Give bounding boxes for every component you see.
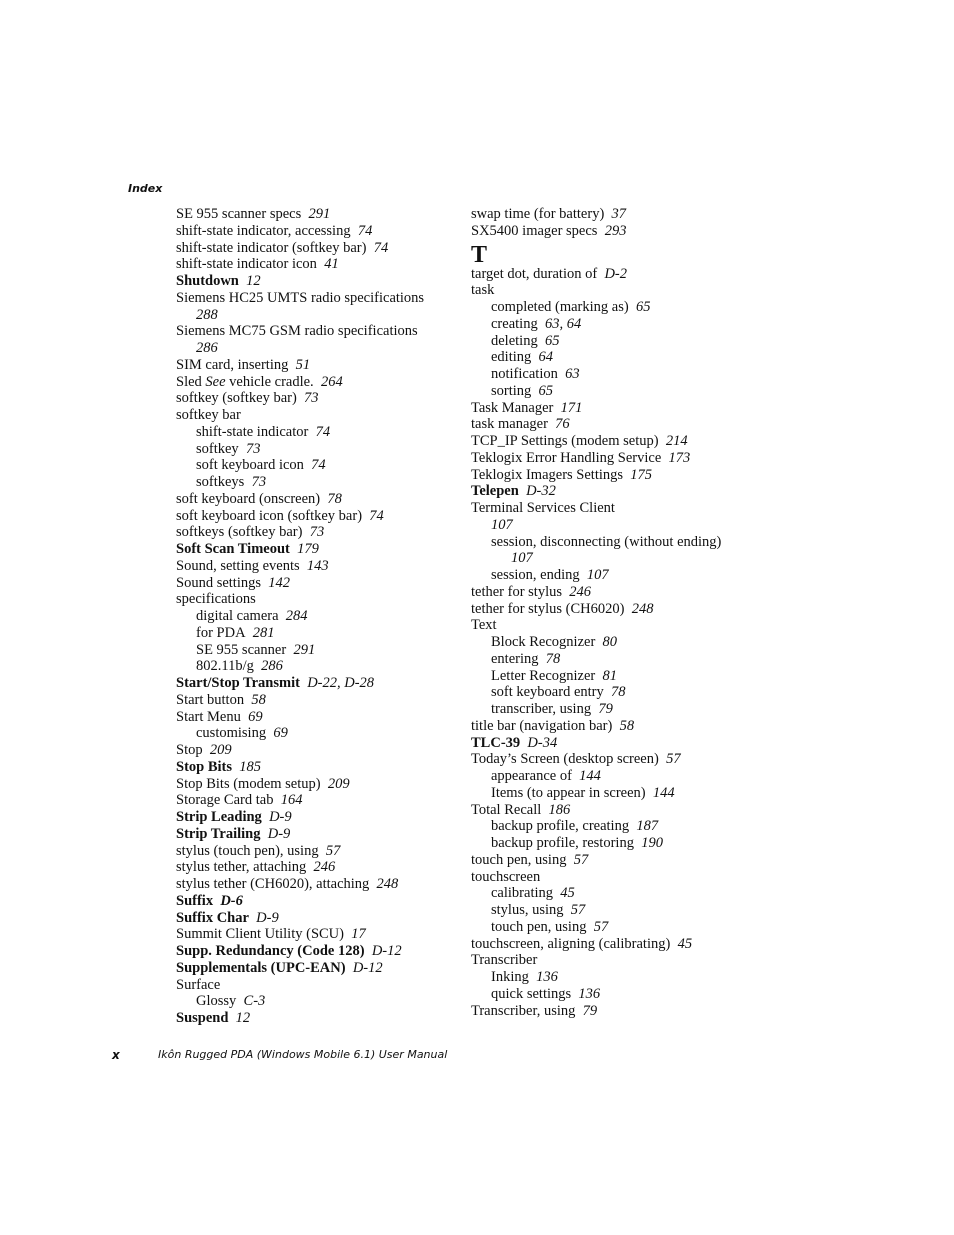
index-term: Summit Client Utility (SCU): [176, 926, 344, 943]
index-page-ref: 58: [251, 691, 266, 708]
index-term: Suspend: [176, 1010, 229, 1026]
index-term: tether for stylus: [471, 583, 563, 600]
index-page-ref: D-6: [220, 892, 243, 909]
index-term: Total Recall: [471, 801, 542, 818]
index-entry: [471, 718, 733, 735]
index-entry: [176, 843, 438, 860]
index-term: soft keyboard entry: [491, 684, 604, 701]
index-page-ref: D-12: [352, 959, 383, 976]
index-term: SE 955 scanner: [196, 641, 287, 658]
index-entry: [176, 977, 438, 994]
index-page-ref: 286: [261, 658, 283, 675]
running-header: Index: [128, 182, 163, 195]
index-term: notification: [491, 366, 558, 382]
index-subentry: [471, 534, 733, 568]
index-term: Storage Card tab: [176, 792, 274, 809]
index-page-ref: 286: [196, 340, 218, 356]
index-subentry: [471, 634, 733, 651]
index-term: Sound, setting events: [176, 557, 300, 574]
index-subentry: [176, 658, 438, 675]
index-page-ref: 73: [251, 474, 267, 490]
index-term: transcriber, using: [491, 701, 592, 717]
index-term: Supp. Redundancy (Code 128): [176, 943, 365, 959]
index-entry: [176, 273, 438, 290]
index-entry: [176, 826, 438, 843]
index-term: editing: [491, 349, 532, 366]
index-subentry: [471, 651, 733, 668]
index-subentry: [471, 366, 733, 383]
index-page-ref: 284: [285, 608, 308, 624]
index-term: creating: [491, 315, 538, 332]
index-subentry: [176, 424, 438, 441]
index-term: backup profile, creating: [491, 818, 630, 835]
index-page-ref: 58: [619, 717, 635, 734]
index-term: Shutdown: [176, 273, 239, 289]
index-page-ref: 175: [630, 466, 653, 483]
index-term: target dot, duration of: [471, 265, 598, 282]
index-page-ref: 187: [636, 818, 659, 835]
index-entry: [471, 852, 733, 869]
index-entry: [176, 926, 438, 943]
index-subentry: [471, 701, 733, 718]
index-entry: [471, 500, 733, 534]
index-term: Siemens HC25 UMTS radio specifications: [176, 289, 425, 306]
index-page-ref: 12: [235, 1010, 251, 1026]
index-term: softkey (softkey bar): [176, 390, 297, 407]
index-subentry: [471, 333, 733, 350]
index-term: for PDA: [196, 624, 246, 641]
index-page-ref: 76: [555, 416, 570, 433]
index-page-ref: 78: [545, 650, 561, 667]
index-page-ref: 144: [579, 768, 601, 784]
page-number: x: [112, 1048, 120, 1062]
index-page-ref: 173: [668, 449, 691, 466]
index-page-ref: 248: [376, 876, 399, 892]
index-term: backup profile, restoring: [491, 835, 634, 851]
section-letter: T: [471, 241, 488, 268]
index-entry: [176, 390, 438, 407]
index-term: shift-state indicator, accessing: [176, 222, 351, 239]
index-page-ref: 107: [586, 567, 609, 583]
index-page-ref: D-9: [267, 825, 291, 842]
index-term: Stop: [176, 742, 203, 758]
index-term: specifications: [176, 591, 256, 608]
index-subentry: [471, 684, 733, 701]
index-term: touch pen, using: [491, 918, 587, 935]
index-page-ref: 291: [308, 206, 331, 222]
index-column-right: [471, 206, 733, 1019]
index-term: Letter Recognizer: [491, 667, 596, 684]
index-page-ref: 57: [570, 902, 586, 918]
index-term: softkey bar: [176, 407, 241, 423]
index-term: Task Manager: [471, 399, 554, 416]
index-term: SE 955 scanner specs: [176, 206, 302, 222]
index-term: stylus, using: [491, 902, 564, 918]
index-page-ref: 73: [245, 440, 261, 457]
index-page-ref: 246: [313, 859, 336, 876]
index-entry: [176, 256, 438, 273]
index-page-ref: 65: [538, 382, 554, 399]
index-entry: [176, 960, 438, 977]
index-term: task: [471, 282, 495, 299]
index-page-ref: 74: [357, 222, 373, 239]
index-term: session, disconnecting (without ending): [491, 533, 722, 550]
index-subentry: [471, 969, 733, 986]
index-page-ref: 69: [248, 708, 263, 725]
index-page-ref: 281: [252, 624, 275, 641]
index-page-ref: D-12: [371, 943, 402, 959]
index-page-ref: D-34: [527, 734, 558, 751]
index-term: Supplementals (UPC-EAN): [176, 959, 346, 976]
index-page-ref: 45: [560, 885, 575, 902]
index-page-ref: 79: [582, 1002, 598, 1019]
index-entry: [471, 584, 733, 601]
index-term: touchscreen: [471, 868, 541, 885]
index-entry: [176, 943, 438, 960]
index-term: Suffix Char: [176, 909, 249, 926]
index-page-ref: 246: [569, 583, 592, 600]
index-term: Soft Scan Timeout: [176, 541, 290, 557]
index-subentry: [471, 383, 733, 400]
index-column-left: [176, 206, 438, 1027]
index-subentry: [176, 642, 438, 659]
index-subentry: [176, 993, 438, 1010]
index-term: completed (marking as): [491, 299, 629, 315]
index-entry: [176, 692, 438, 709]
index-page-ref: 78: [327, 490, 342, 507]
index-entry: [176, 223, 438, 240]
index-page-ref: 57: [593, 918, 609, 935]
index-entry: [176, 491, 438, 508]
index-page-ref: 80: [602, 634, 618, 650]
index-term: Sound settings: [176, 574, 261, 591]
index-subentry: [471, 986, 733, 1003]
index-page-ref: D-9: [256, 909, 279, 926]
index-term: Surface: [176, 976, 221, 993]
manual-title: Ikôn Rugged PDA (Windows Mobile 6.1) User Manual: [158, 1048, 448, 1061]
index-page-ref: 136: [536, 969, 558, 985]
index-term: soft keyboard icon (softkey bar): [176, 507, 363, 524]
index-entry: [176, 675, 438, 692]
index-page-ref: 69: [273, 725, 288, 742]
index-page-ref: 79: [598, 701, 613, 717]
index-term: Items (to appear in screen): [491, 784, 646, 801]
index-page-ref: C-3: [243, 993, 266, 1010]
index-term: Telepen: [471, 483, 519, 500]
index-term: shift-state indicator: [196, 423, 309, 440]
index-term: tether for stylus (CH6020): [471, 600, 625, 617]
index-subentry: [471, 885, 733, 902]
index-entry: [176, 508, 438, 525]
index-entry: [176, 859, 438, 876]
index-page-ref: 74: [315, 423, 331, 440]
index-term: softkeys: [196, 474, 245, 490]
index-term: task manager: [471, 416, 548, 433]
index-term: Siemens MC75 GSM radio specifications: [176, 323, 418, 340]
index-term: calibrating: [491, 885, 554, 902]
index-page-ref: 136: [578, 985, 601, 1002]
index-term: touch pen, using: [471, 851, 567, 868]
index-page-ref: 288: [196, 306, 218, 323]
index-term: title bar (navigation bar): [471, 717, 613, 734]
index-page-ref: 291: [293, 641, 316, 658]
index-entry: [176, 742, 438, 759]
index-page-ref: 57: [325, 842, 341, 859]
index-entry: [471, 869, 733, 886]
index-term: stylus (touch pen), using: [176, 842, 319, 859]
index-term: customising: [196, 725, 267, 742]
index-page-ref: 179: [297, 541, 319, 557]
index-term: softkeys (softkey bar): [176, 524, 303, 541]
index-entry: [471, 416, 733, 433]
index-entry: [471, 952, 733, 969]
index-subentry: [471, 668, 733, 685]
index-page-ref: 73: [304, 390, 319, 407]
index-term: quick settings: [491, 985, 572, 1002]
index-term: appearance of: [491, 768, 572, 784]
index-page-ref: 64: [538, 349, 554, 366]
index-entry: [176, 759, 438, 776]
index-term: softkey: [196, 440, 239, 457]
index-term: session, ending: [491, 567, 580, 583]
index-page-ref: 74: [369, 507, 384, 524]
index-page-ref: 12: [246, 273, 261, 289]
index-entry: [176, 374, 438, 391]
index-term: deleting: [491, 332, 538, 349]
index-entry: [176, 575, 438, 592]
index-entry: [471, 483, 733, 500]
index-subentry: [471, 349, 733, 366]
index-subentry: [176, 457, 438, 474]
index-entry: [471, 467, 733, 484]
see-reference: See: [205, 373, 226, 390]
index-page-ref: 17: [351, 926, 366, 943]
index-page-ref: 57: [573, 851, 589, 868]
index-term: sorting: [491, 382, 532, 399]
index-entries-t: [471, 266, 733, 1020]
index-entry: [176, 1010, 438, 1027]
index-page-ref: 171: [560, 399, 583, 416]
index-term: Strip Trailing: [176, 825, 261, 842]
index-page-ref: 107: [511, 550, 533, 567]
index-entry: [176, 809, 438, 826]
index-page-ref: D-22, D-28: [307, 675, 375, 691]
index-term: Glossy: [196, 993, 237, 1010]
index-page-ref: D-32: [526, 483, 556, 500]
index-page-ref: 78: [611, 684, 626, 701]
index-page-ref: 73: [309, 524, 325, 541]
index-term: Start/Stop Transmit: [176, 675, 300, 691]
index-term: digital camera: [196, 608, 279, 624]
index-page-ref: 164: [280, 792, 303, 809]
index-term: SX5400 imager specs: [471, 222, 598, 239]
index-subentry: [471, 768, 733, 785]
index-page-ref: 293: [604, 222, 627, 239]
index-page-ref: 63, 64: [544, 315, 582, 332]
index-entry: [176, 876, 438, 893]
index-term: Today’s Screen (desktop screen): [471, 751, 659, 768]
index-page-ref: 185: [239, 758, 262, 775]
index-subentry: [176, 441, 438, 458]
index-term: SIM card, inserting: [176, 356, 289, 373]
index-entry: [471, 433, 733, 450]
index-page-ref: D-2: [604, 265, 627, 282]
index-entry: [176, 524, 438, 541]
index-entry: [471, 802, 733, 819]
index-page-ref: 214: [665, 433, 688, 449]
index-term: Inking: [491, 969, 529, 985]
index-entry: [176, 357, 438, 374]
index-entry: [471, 266, 733, 283]
index-subentry: [471, 835, 733, 852]
index-subentry: [471, 818, 733, 835]
index-term: soft keyboard icon: [196, 457, 304, 474]
index-term: Strip Leading: [176, 809, 262, 825]
index-term: stylus tether (CH6020), attaching: [176, 876, 370, 892]
index-entry: [176, 792, 438, 809]
index-page-ref: 144: [652, 784, 675, 801]
index-page-ref: 209: [327, 775, 350, 792]
index-term: Block Recognizer: [491, 634, 596, 650]
index-page-ref: 65: [635, 299, 651, 315]
index-subentry: [471, 902, 733, 919]
index-page-ref: 41: [324, 256, 339, 273]
index-page-ref: 51: [295, 356, 311, 373]
index-page-ref: 186: [548, 801, 571, 818]
index-entry: [176, 776, 438, 793]
index-entry: [176, 240, 438, 257]
index-page-ref: 142: [268, 574, 290, 591]
index-term: Start Menu: [176, 708, 241, 725]
index-term: Suffix: [176, 892, 214, 909]
index-term: Sled See vehicle cradle.: [176, 373, 314, 390]
index-subentry: [176, 625, 438, 642]
index-subentry: [471, 316, 733, 333]
index-entry: [176, 709, 438, 726]
index-term: 802.11b/g: [196, 658, 254, 675]
index-entry: [471, 206, 733, 223]
index-term: Stop Bits (modem setup): [176, 775, 321, 792]
index-entry: [176, 558, 438, 575]
index-term: shift-state indicator (softkey bar): [176, 239, 367, 256]
index-entry: [176, 290, 438, 324]
index-term: Teklogix Error Handling Service: [471, 449, 662, 466]
index-entry: [471, 450, 733, 467]
index-page-ref: 57: [666, 751, 681, 768]
index-page-ref: 209: [209, 742, 232, 758]
index-term: Start button: [176, 691, 245, 708]
index-term: touchscreen, aligning (calibrating): [471, 935, 671, 952]
index-term: stylus tether, attaching: [176, 859, 307, 876]
index-entry: [471, 936, 733, 953]
index-entry: [471, 751, 733, 768]
index-entry: [471, 282, 733, 299]
index-entry: [176, 407, 438, 424]
index-page-ref: 81: [602, 667, 618, 684]
index-subentry: [471, 919, 733, 936]
index-entry: [471, 1003, 733, 1020]
index-term: swap time (for battery): [471, 206, 605, 222]
index-entry: [176, 893, 438, 910]
index-entry: [471, 617, 733, 634]
index-entry: [471, 735, 733, 752]
index-term: Transcriber: [471, 952, 538, 969]
index-page-ref: 264: [320, 373, 343, 390]
index-term: entering: [491, 650, 539, 667]
index-term: TCP_IP Settings (modem setup): [471, 433, 659, 449]
index-entry: [471, 400, 733, 417]
index-page-ref: 143: [306, 557, 329, 574]
index-term: shift-state indicator icon: [176, 256, 317, 273]
index-term: Terminal Services Client: [471, 500, 615, 516]
index-page-ref: D-9: [269, 809, 292, 825]
index-entries-s-continued: [471, 206, 733, 240]
index-subentry: [176, 474, 438, 491]
index-page-ref: 63: [565, 366, 580, 382]
index-page-ref: 74: [311, 457, 326, 474]
index-subentry: [471, 567, 733, 584]
index-page-ref: 74: [373, 239, 389, 256]
index-entry: [176, 541, 438, 558]
index-subentry: [176, 608, 438, 625]
index-page-ref: 190: [641, 835, 663, 851]
index-term: Teklogix Imagers Settings: [471, 466, 624, 483]
index-entry: [176, 323, 438, 357]
index-term: soft keyboard (onscreen): [176, 490, 321, 507]
index-entry: [176, 591, 438, 608]
index-page-ref: 248: [631, 600, 654, 617]
index-entry: [471, 601, 733, 618]
index-subentry: [471, 299, 733, 316]
index-subentry: [176, 725, 438, 742]
index-entry: [471, 223, 733, 240]
index-page-ref: 65: [544, 332, 560, 349]
index-term: Transcriber, using: [471, 1002, 576, 1019]
index-term: Stop Bits: [176, 758, 233, 775]
index-page-ref: 107: [491, 516, 513, 533]
index-entry: [176, 206, 438, 223]
index-entry: [176, 910, 438, 927]
index-subentry: [471, 785, 733, 802]
index-page-ref: 45: [677, 935, 693, 952]
index-term: Text: [471, 617, 497, 634]
index-page-ref: 37: [611, 206, 627, 222]
index-term: TLC-39: [471, 734, 521, 751]
